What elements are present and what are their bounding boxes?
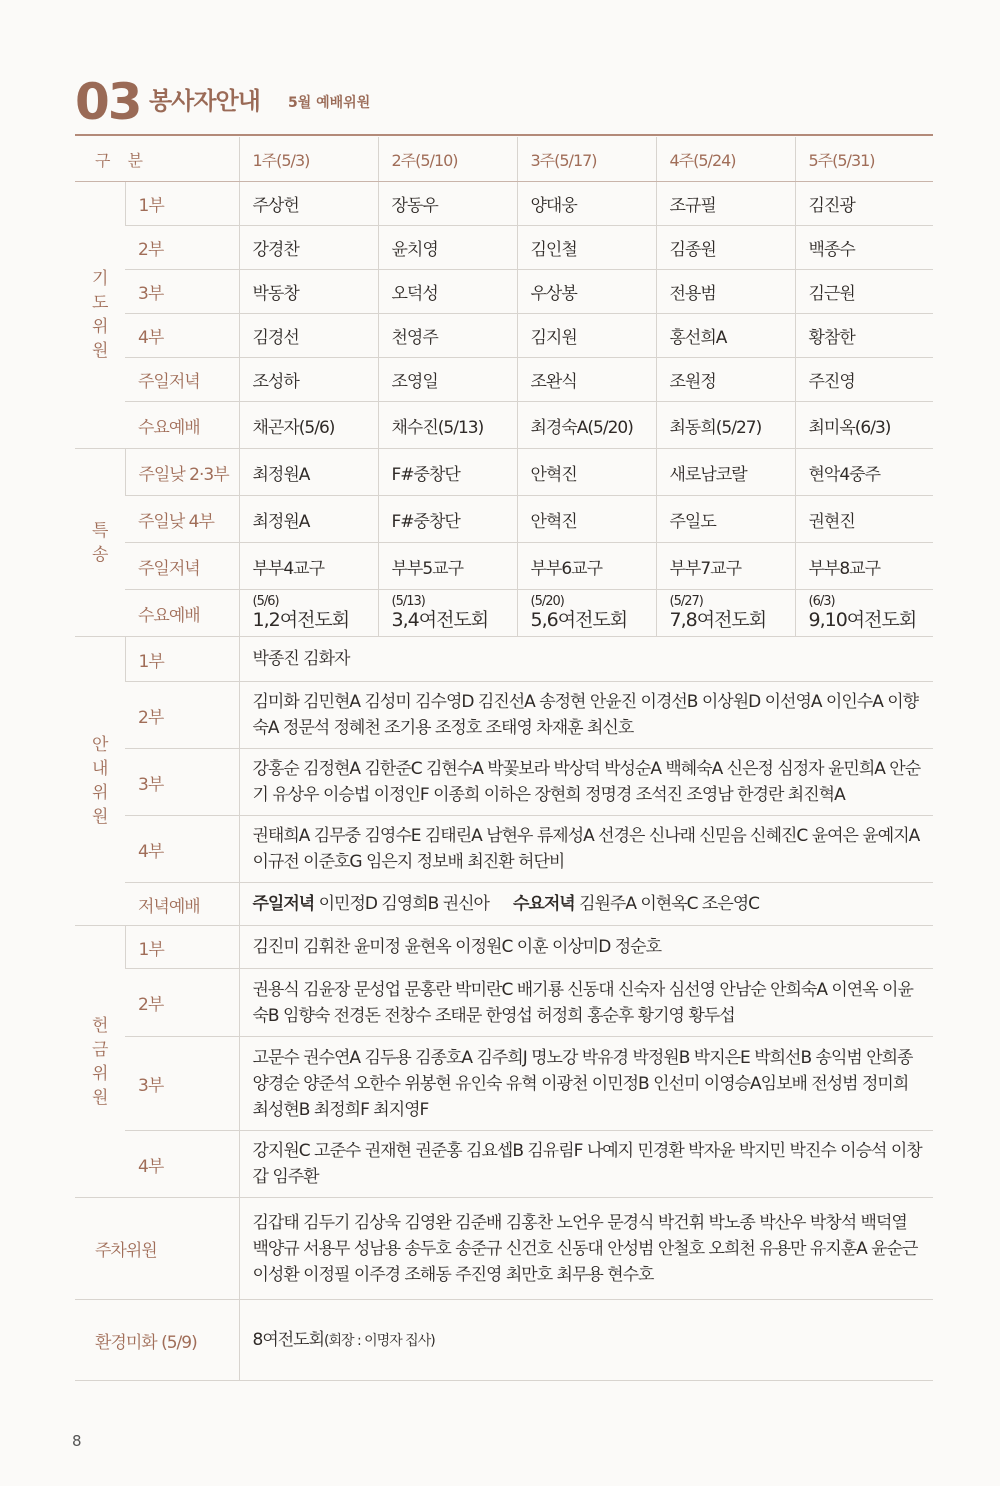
category-environment: 환경미화 (5/9): [75, 1300, 239, 1381]
row-text: 고문수 권수연A 김두용 김종호A 김주희J 명노강 박유경 박정원B 박지은E 박희선B 송익범 안희종 양경순 양준석 오한수 위봉현 유인숙 유혁 이광천 이민정B 인선미 이영승A임보배 전성범 정미희 최성현B 최정희F 최지영F: [239, 1037, 933, 1131]
table-cell: 김인철: [517, 226, 656, 270]
section-header: [75, 74, 933, 136]
sunday-evening-names: 이민정D 김영희B 권신아: [314, 894, 489, 914]
table-cell: [656, 590, 795, 637]
table-cell: 전용범: [656, 270, 795, 314]
row-label: 저녁예배: [125, 883, 239, 926]
table-cell: 장동우: [378, 182, 517, 226]
row-label: 2부: [125, 969, 239, 1037]
table-row: [75, 543, 933, 590]
row-label: 3부: [125, 1037, 239, 1131]
table-cell: F#중창단: [378, 496, 517, 543]
table-row: [75, 496, 933, 543]
table-cell: 최경숙A(5/20): [517, 402, 656, 449]
table-cell: 박동창: [239, 270, 378, 314]
cell-date: (5/27): [669, 594, 703, 609]
cell-date: (5/13): [391, 594, 425, 609]
row-text: [239, 1300, 933, 1381]
table-row: [75, 226, 933, 270]
table-cell: 부부7교구: [656, 543, 795, 590]
row-label: 4부: [125, 1131, 239, 1198]
table-cell: 우상봉: [517, 270, 656, 314]
table-row: [75, 1198, 933, 1300]
table-cell: 안혁진: [517, 496, 656, 543]
wednesday-evening-label: 수요저녁: [512, 894, 575, 914]
cell-text: 5,6여전도회: [530, 609, 628, 631]
category-offering: [75, 926, 125, 1198]
header-week2: 2주(5/10): [378, 137, 517, 182]
table-row: [75, 1300, 933, 1381]
row-label: 2부: [125, 682, 239, 749]
table-cell: 채수진(5/13): [378, 402, 517, 449]
section-subtitle: 5월 예배위원: [288, 95, 371, 111]
table-cell: 최동희(5/27): [656, 402, 795, 449]
header-gubun: 구 분: [75, 137, 239, 182]
header-week1: 1주(5/3): [239, 137, 378, 182]
volunteer-table: [75, 137, 933, 1381]
cell-date: (5/6): [252, 594, 279, 609]
row-label: 1부: [125, 637, 239, 682]
table-cell: 오덕성: [378, 270, 517, 314]
row-text: 권태희A 김무중 김영수E 김태린A 남현우 류제성A 선경은 신나래 신믿음 신혜진C 윤여은 윤예지A 이규전 이준호G 임은지 정보배 최진환 허단비: [239, 816, 933, 883]
table-cell: [517, 590, 656, 637]
table-cell: 현악4중주: [795, 449, 933, 496]
row-label: 3부: [125, 749, 239, 816]
row-label: 4부: [125, 816, 239, 883]
cell-text: 9,10여전도회: [808, 609, 917, 631]
table-cell: 권현진: [795, 496, 933, 543]
cell-text: 1,2여전도회: [252, 609, 350, 631]
row-text: 강지원C 고준수 권재현 권준홍 김요셉B 김유림F 나예지 민경환 박자윤 박지민 박진수 이승석 이창갑 임주환: [239, 1131, 933, 1198]
category-parking: 주차위원: [75, 1198, 239, 1300]
table-row: [75, 182, 933, 226]
row-label: 2부: [125, 226, 239, 270]
row-text: 박종진 김화자: [239, 637, 933, 682]
cell-date: (5/20): [530, 594, 564, 609]
sunday-evening-label: 주일저녁: [252, 894, 315, 914]
table-cell: 부부4교구: [239, 543, 378, 590]
table-cell: 조규필: [656, 182, 795, 226]
table-cell: 백종수: [795, 226, 933, 270]
row-label: 4부: [125, 314, 239, 358]
row-label: 주일낮 2·3부: [125, 449, 239, 496]
table-cell: F#중창단: [378, 449, 517, 496]
table-cell: 최미옥(6/3): [795, 402, 933, 449]
table-cell: [239, 590, 378, 637]
table-cell: [378, 590, 517, 637]
wednesday-evening-names: 김원주A 이현옥C 조은영C: [574, 894, 760, 914]
row-label: 1부: [125, 182, 239, 226]
table-cell: 부부8교구: [795, 543, 933, 590]
table-cell: 황참한: [795, 314, 933, 358]
category-special: [75, 449, 125, 637]
table-cell: 양대웅: [517, 182, 656, 226]
header-week3: 3주(5/17): [517, 137, 656, 182]
cell-text: 3,4여전도회: [391, 609, 489, 631]
table-row: [75, 969, 933, 1037]
table-row: [75, 749, 933, 816]
table-cell: 김경선: [239, 314, 378, 358]
row-label: 주일낮 4부: [125, 496, 239, 543]
table-cell: 주일도: [656, 496, 795, 543]
table-cell: 홍선희A: [656, 314, 795, 358]
row-label: 주일저녁: [125, 543, 239, 590]
table-cell: 천영주: [378, 314, 517, 358]
table-cell: 주상헌: [239, 182, 378, 226]
table-cell: 새로남코랄: [656, 449, 795, 496]
row-label: 3부: [125, 270, 239, 314]
table-row: [75, 883, 933, 926]
table-cell: 채곤자(5/6): [239, 402, 378, 449]
row-text: [239, 883, 933, 926]
row-text: 권용식 김윤장 문성업 문홍란 박미란C 배기룡 신동대 신숙자 심선영 안남순 안희숙A 이연옥 이윤숙B 임향숙 전경돈 전창수 조태문 한영섭 허정희 홍순후 황기영 황두섭: [239, 969, 933, 1037]
header-divider: [75, 134, 933, 136]
table-row: [75, 1037, 933, 1131]
cell-date: (6/3): [808, 594, 835, 609]
table-row: [75, 402, 933, 449]
table-cell: 조원정: [656, 358, 795, 402]
table-row: [75, 358, 933, 402]
table-cell: 김근원: [795, 270, 933, 314]
table-cell: 김진광: [795, 182, 933, 226]
row-text: 김미화 김민현A 김성미 김수영D 김진선A 송정현 안윤진 이경선B 이상원D 이선영A 이인수A 이향숙A 정문석 정혜천 조기용 조정호 조태영 차재훈 최신호: [239, 682, 933, 749]
table-cell: 조완식: [517, 358, 656, 402]
table-cell: 김종원: [656, 226, 795, 270]
category-label: 기 도 위 원: [92, 269, 108, 361]
table-cell: 김지원: [517, 314, 656, 358]
table-cell: 윤치영: [378, 226, 517, 270]
table-row: [75, 682, 933, 749]
table-row: [75, 1131, 933, 1198]
table-row: [75, 590, 933, 637]
row-label: 주일저녁: [125, 358, 239, 402]
table-header-row: [75, 137, 933, 182]
table-cell: 부부5교구: [378, 543, 517, 590]
table-cell: 강경찬: [239, 226, 378, 270]
header-week5: 5주(5/31): [795, 137, 933, 182]
table-cell: 최정원A: [239, 496, 378, 543]
table-cell: 안혁진: [517, 449, 656, 496]
table-cell: 조영일: [378, 358, 517, 402]
category-label: 헌 금 위 원: [92, 1015, 108, 1108]
page-number: 8: [72, 1432, 82, 1450]
row-text: 강홍순 김정현A 김한준C 김현수A 박꽃보라 박상덕 박성순A 백혜숙A 신은정 심정자 윤민희A 안순기 유상우 이승법 이정인F 이종희 이하은 장현희 정명경 조석진 조영남 한경란 최진혁A: [239, 749, 933, 816]
table-cell: 최정원A: [239, 449, 378, 496]
table-row: [75, 926, 933, 969]
table-cell: 주진영: [795, 358, 933, 402]
category-label: 안 내 위 원: [92, 735, 108, 827]
table-cell: 부부6교구: [517, 543, 656, 590]
table-row: [75, 449, 933, 496]
environment-note: (회장 : 이명자 집사): [324, 1332, 435, 1349]
row-text: 김갑태 김두기 김상욱 김영완 김준배 김홍찬 노언우 문경식 박건휘 박노종 박산우 박창석 백덕열 백양규 서용무 성남용 송두호 송준규 신건호 신동대 안성범 안철호 오희천 유용만 유지훈A 윤순근 이성환 이정필 이주경 조해동 주진영 최만호 최무용 현수호: [239, 1198, 933, 1300]
table-row: [75, 270, 933, 314]
table-row: [75, 816, 933, 883]
header-week4: 4주(5/24): [656, 137, 795, 182]
row-label: 1부: [125, 926, 239, 969]
table-row: [75, 637, 933, 682]
table-cell: [795, 590, 933, 637]
table-cell: 조성하: [239, 358, 378, 402]
row-text: 김진미 김휘찬 윤미정 윤현옥 이정원C 이훈 이상미D 정순호: [239, 926, 933, 969]
category-label: 특 송: [92, 520, 108, 565]
row-label: 수요예배: [125, 590, 239, 637]
cell-text: 7,8여전도회: [669, 609, 767, 631]
section-number: 03: [75, 73, 141, 131]
environment-group: 8여전도회: [252, 1329, 325, 1350]
table-row: [75, 314, 933, 358]
row-label: 수요예배: [125, 402, 239, 449]
section-title: 봉사자안내: [149, 87, 260, 115]
category-usher: [75, 637, 125, 926]
category-prayer: [75, 182, 125, 449]
